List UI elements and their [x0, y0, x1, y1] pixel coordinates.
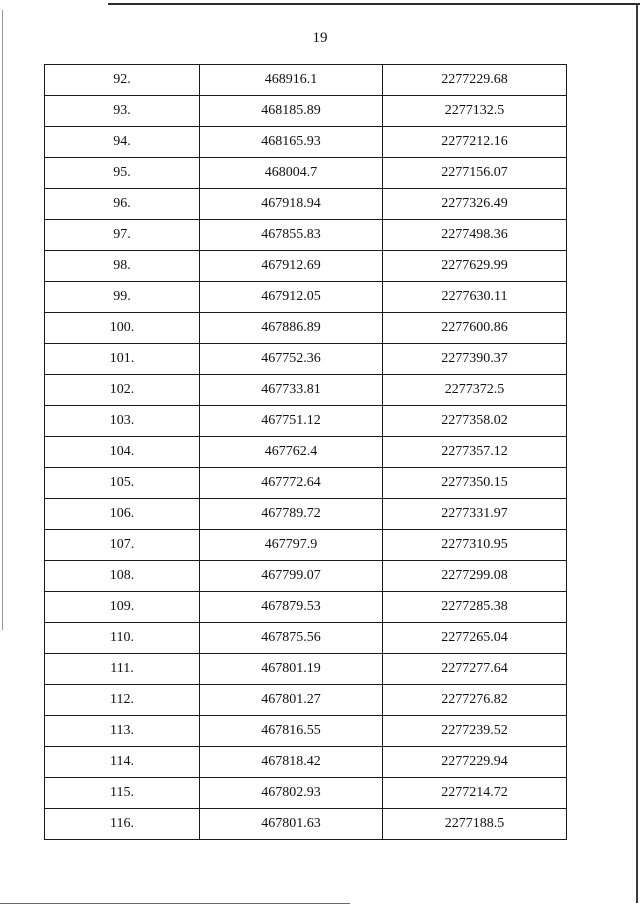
point-number-cell: 101. — [45, 344, 200, 375]
table-row — [45, 499, 567, 530]
table-row — [45, 127, 567, 158]
x-coordinate-cell: 468004.7 — [200, 158, 383, 189]
x-coordinate-cell: 467751.12 — [200, 406, 383, 437]
y-coordinate-cell: 2277390.37 — [383, 344, 567, 375]
x-coordinate-cell: 467733.81 — [200, 375, 383, 406]
x-coordinate-cell: 468185.89 — [200, 96, 383, 127]
point-number-cell: 100. — [45, 313, 200, 344]
point-number-cell: 98. — [45, 251, 200, 282]
x-coordinate-cell: 467912.69 — [200, 251, 383, 282]
point-number-cell: 115. — [45, 778, 200, 809]
point-number-cell: 97. — [45, 220, 200, 251]
point-number-cell: 107. — [45, 530, 200, 561]
table-row — [45, 468, 567, 499]
point-number-cell: 109. — [45, 592, 200, 623]
table-row — [45, 437, 567, 468]
x-coordinate-cell: 467918.94 — [200, 189, 383, 220]
x-coordinate-cell: 468916.1 — [200, 65, 383, 96]
point-number-cell: 99. — [45, 282, 200, 313]
y-coordinate-cell: 2277277.64 — [383, 654, 567, 685]
x-coordinate-cell: 467789.72 — [200, 499, 383, 530]
y-coordinate-cell: 2277265.04 — [383, 623, 567, 654]
y-coordinate-cell: 2277498.36 — [383, 220, 567, 251]
y-coordinate-cell: 2277629.99 — [383, 251, 567, 282]
point-number-cell: 111. — [45, 654, 200, 685]
y-coordinate-cell: 2277372.5 — [383, 375, 567, 406]
point-number-cell: 93. — [45, 96, 200, 127]
scan-edge-top — [108, 3, 640, 5]
x-coordinate-cell: 467801.63 — [200, 809, 383, 840]
table-row — [45, 406, 567, 437]
y-coordinate-cell: 2277214.72 — [383, 778, 567, 809]
y-coordinate-cell: 2277132.5 — [383, 96, 567, 127]
table-row — [45, 592, 567, 623]
table-row — [45, 716, 567, 747]
table-row — [45, 623, 567, 654]
x-coordinate-cell: 467802.93 — [200, 778, 383, 809]
x-coordinate-cell: 467875.56 — [200, 623, 383, 654]
table-row — [45, 220, 567, 251]
y-coordinate-cell: 2277358.02 — [383, 406, 567, 437]
coordinates-table-body — [45, 65, 567, 840]
y-coordinate-cell: 2277600.86 — [383, 313, 567, 344]
scan-edge-left — [2, 10, 3, 630]
x-coordinate-cell: 468165.93 — [200, 127, 383, 158]
point-number-cell: 95. — [45, 158, 200, 189]
table-row — [45, 747, 567, 778]
y-coordinate-cell: 2277299.08 — [383, 561, 567, 592]
table-row — [45, 344, 567, 375]
x-coordinate-cell: 467912.05 — [200, 282, 383, 313]
x-coordinate-cell: 467818.42 — [200, 747, 383, 778]
y-coordinate-cell: 2277212.16 — [383, 127, 567, 158]
table-row — [45, 189, 567, 220]
x-coordinate-cell: 467799.07 — [200, 561, 383, 592]
y-coordinate-cell: 2277276.82 — [383, 685, 567, 716]
y-coordinate-cell: 2277326.49 — [383, 189, 567, 220]
scan-edge-right — [636, 3, 638, 903]
y-coordinate-cell: 2277229.68 — [383, 65, 567, 96]
y-coordinate-cell: 2277239.52 — [383, 716, 567, 747]
x-coordinate-cell: 467797.9 — [200, 530, 383, 561]
y-coordinate-cell: 2277156.07 — [383, 158, 567, 189]
page-number: 19 — [312, 30, 328, 46]
y-coordinate-cell: 2277285.38 — [383, 592, 567, 623]
point-number-cell: 114. — [45, 747, 200, 778]
point-number-cell: 92. — [45, 65, 200, 96]
table-row — [45, 282, 567, 313]
point-number-cell: 112. — [45, 685, 200, 716]
point-number-cell: 105. — [45, 468, 200, 499]
point-number-cell: 113. — [45, 716, 200, 747]
point-number-cell: 110. — [45, 623, 200, 654]
table-row — [45, 65, 567, 96]
table-row — [45, 654, 567, 685]
table-row — [45, 809, 567, 840]
x-coordinate-cell: 467886.89 — [200, 313, 383, 344]
point-number-cell: 116. — [45, 809, 200, 840]
x-coordinate-cell: 467752.36 — [200, 344, 383, 375]
point-number-cell: 102. — [45, 375, 200, 406]
table-row — [45, 561, 567, 592]
table-row — [45, 313, 567, 344]
y-coordinate-cell: 2277331.97 — [383, 499, 567, 530]
point-number-cell: 108. — [45, 561, 200, 592]
table-row — [45, 685, 567, 716]
y-coordinate-cell: 2277350.15 — [383, 468, 567, 499]
x-coordinate-cell: 467762.4 — [200, 437, 383, 468]
coordinates-table — [44, 64, 567, 840]
x-coordinate-cell: 467855.83 — [200, 220, 383, 251]
point-number-cell: 106. — [45, 499, 200, 530]
table-row — [45, 375, 567, 406]
y-coordinate-cell: 2277229.94 — [383, 747, 567, 778]
table-row — [45, 158, 567, 189]
x-coordinate-cell: 467879.53 — [200, 592, 383, 623]
table-row — [45, 251, 567, 282]
x-coordinate-cell: 467801.19 — [200, 654, 383, 685]
point-number-cell: 104. — [45, 437, 200, 468]
y-coordinate-cell: 2277188.5 — [383, 809, 567, 840]
table-row — [45, 778, 567, 809]
table-row — [45, 96, 567, 127]
point-number-cell: 96. — [45, 189, 200, 220]
y-coordinate-cell: 2277357.12 — [383, 437, 567, 468]
x-coordinate-cell: 467801.27 — [200, 685, 383, 716]
x-coordinate-cell: 467816.55 — [200, 716, 383, 747]
table-row — [45, 530, 567, 561]
y-coordinate-cell: 2277310.95 — [383, 530, 567, 561]
scan-edge-bottom — [0, 903, 350, 904]
point-number-cell: 103. — [45, 406, 200, 437]
x-coordinate-cell: 467772.64 — [200, 468, 383, 499]
y-coordinate-cell: 2277630.11 — [383, 282, 567, 313]
point-number-cell: 94. — [45, 127, 200, 158]
